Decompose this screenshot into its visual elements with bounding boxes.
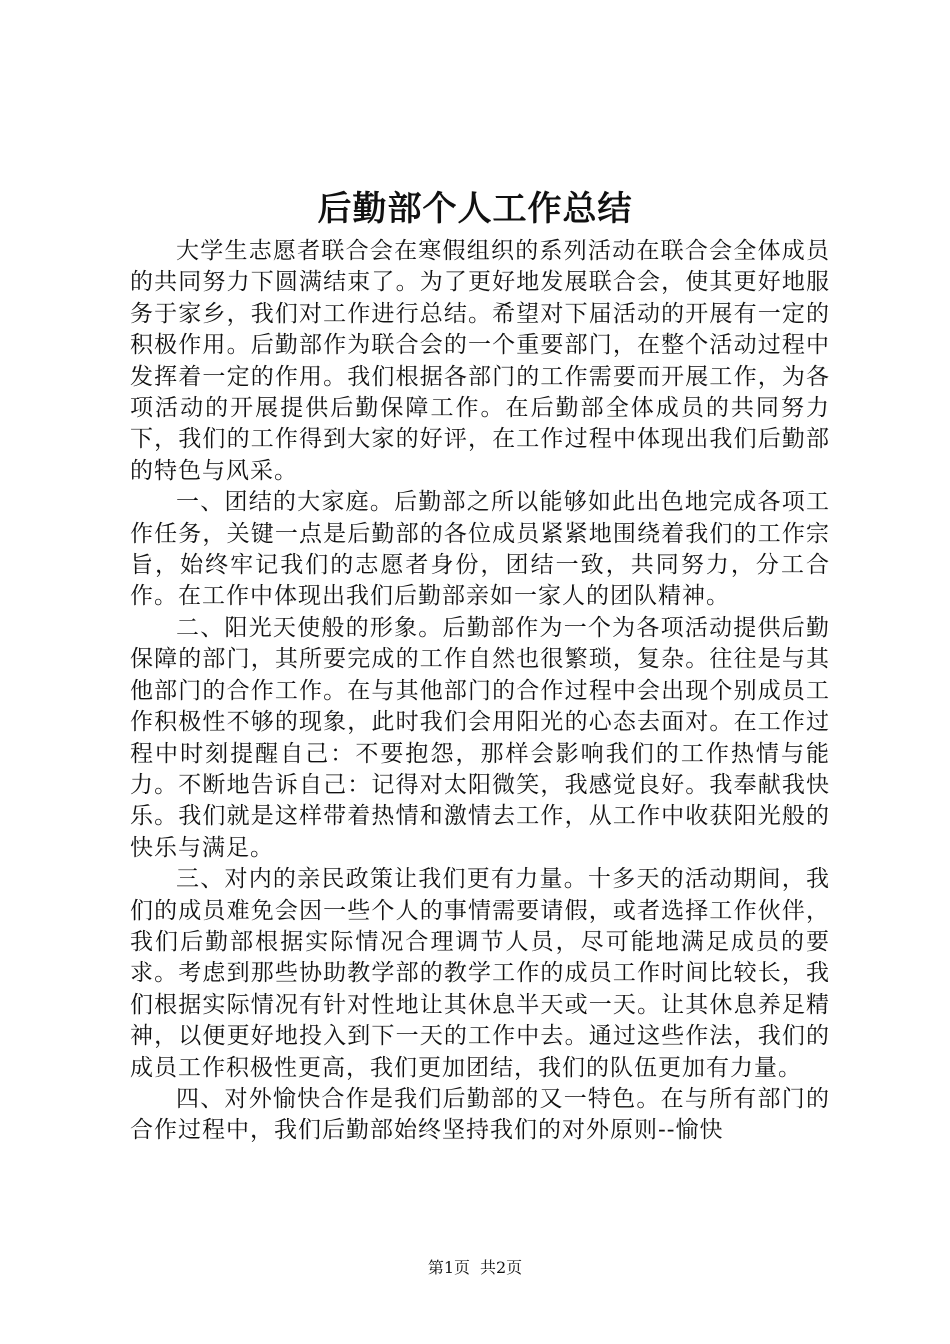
paragraph-section-1: 一、团结的大家庭。后勤部之所以能够如此出色地完成各项工作任务，关键一点是后勤部的各位成员紧紧地围绕着我们的工作宗旨，始终牢记我们的志愿者身份，团结一致，共同努力，分工合作。在工作中体现出我们后勤部亲如一家人的团队精神。 [130,489,830,610]
paragraph-section-2: 二、阳光天使般的形象。后勤部作为一个为各项活动提供后勤保障的部门，其所要完成的工作自然也很繁琐，复杂。往往是与其他部门的合作工作。在与其他部门的合作过程中会出现个别成员工作积极性不够的现象，此时我们会用阳光的心态去面对。在工作过程中时刻提醒自己：不要抱怨，那样会影响我们的工作热情与能力。不断地告诉自己：记得对太阳微笑，我感觉良好。我奉献我快乐。我们就是这样带着热情和激情去工作，从工作中收获阳光般的快乐与满足。 [130,614,830,861]
paragraph-section-4: 四、对外愉快合作是我们后勤部的又一特色。在与所有部门的合作过程中，我们后勤部始终坚持我们的对外原则--愉快 [130,1085,830,1144]
page-number: 第1页 [427,1258,470,1277]
paragraph-intro: 大学生志愿者联合会在寒假组织的系列活动在联合会全体成员的共同努力下圆满结束了。为了更好地发展联合会，使其更好地服务于家乡，我们对工作进行总结。希望对下届活动的开展有一定的积极作用。后勤部作为联合会的一个重要部门，在整个活动过程中发挥着一定的作用。我们根据各部门的工作需要而开展工作，为各项活动的开展提供后勤保障工作。在后勤部全体成员的共同努力下，我们的工作得到大家的好评，在工作过程中体现出我们后勤部的特色与风采。 [130,238,830,484]
page-total: 共2页 [480,1258,523,1277]
page-footer [0,1258,950,1278]
document-title: 后勤部个人工作总结 [317,189,633,229]
document-body [130,236,830,1147]
paragraph-section-3: 三、对内的亲民政策让我们更有力量。十多天的活动期间，我们的成员难免会因一些个人的事情需要请假，或者选择工作伙伴，我们后勤部根据实际情况合理调节人员，尽可能地满足成员的要求。考虑到那些协助教学部的教学工作的成员工作时间比较长，我们根据实际情况有针对性地让其休息半天或一天。让其休息养足精神，以便更好地投入到下一天的工作中去。通过这些作法，我们的成员工作积极性更高，我们更加团结，我们的队伍更加有力量。 [130,866,830,1081]
